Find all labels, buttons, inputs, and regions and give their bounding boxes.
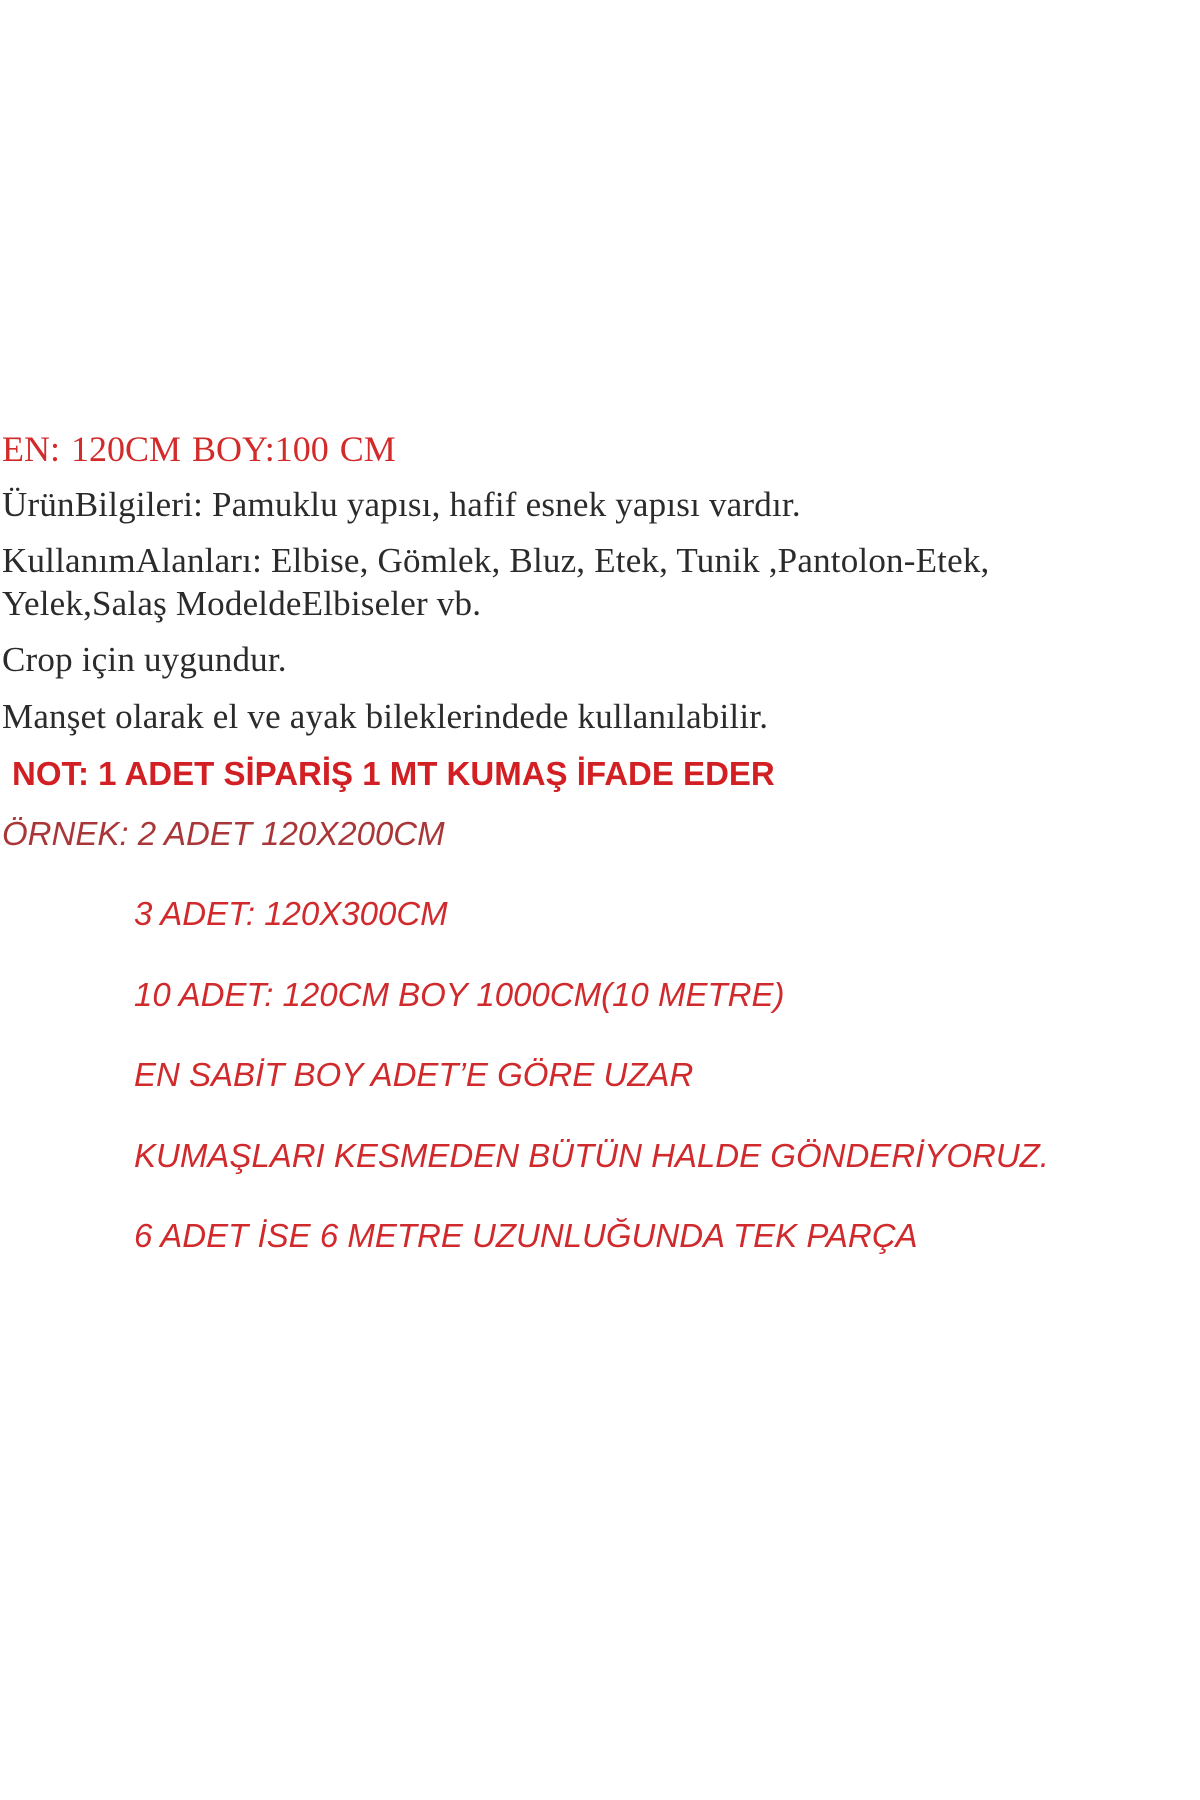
dimensions-line: EN: 120CM BOY:100 CM	[2, 429, 396, 469]
example-line: 10 ADET: 120CM BOY 1000CM(10 METRE)	[134, 976, 785, 1013]
example-line: 3 ADET: 120X300CM	[134, 895, 448, 932]
example-line: 6 ADET İSE 6 METRE UZUNLUĞUNDA TEK PARÇA	[134, 1217, 918, 1254]
usage-areas-line-1: KullanımAlanları: Elbise, Gömlek, Bluz, Etek, Tunik ,Pantolon-Etek,	[2, 541, 990, 580]
usage-areas-line-2: Yelek,Salaş ModeldeElbiseler vb.	[2, 584, 482, 623]
example-line: KUMAŞLARI KESMEDEN BÜTÜN HALDE GÖNDERİYORUZ.	[134, 1137, 1049, 1174]
cuff-note: Manşet olarak el ve ayak bileklerindede kullanılabilir.	[2, 697, 769, 736]
example-line: EN SABİT BOY ADET’E GÖRE UZAR	[134, 1056, 694, 1093]
example-line: ÖRNEK: 2 ADET 120X200CM	[2, 815, 445, 852]
crop-note: Crop için uygundur.	[2, 640, 287, 679]
product-info-line: ÜrünBilgileri: Pamuklu yapısı, hafif esnek yapısı vardır.	[2, 485, 801, 524]
order-note: NOT: 1 ADET SİPARİŞ 1 MT KUMAŞ İFADE EDER	[12, 755, 775, 792]
